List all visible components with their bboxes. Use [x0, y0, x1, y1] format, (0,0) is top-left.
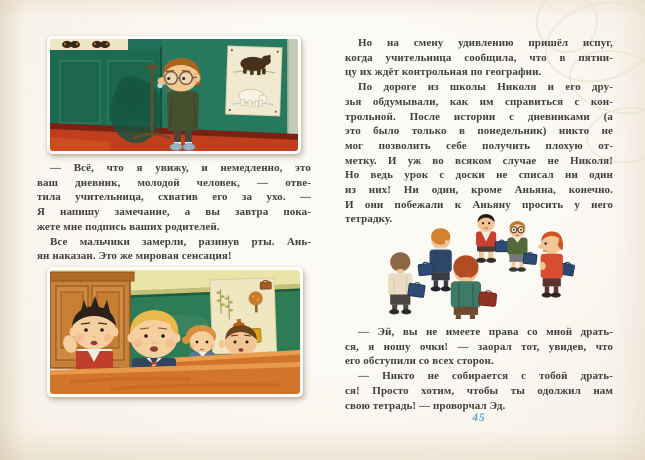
text-line: тетрадку.: [345, 213, 393, 226]
page-number: 45: [472, 412, 486, 424]
blond-boy-figure: [128, 310, 181, 374]
text-line: — Эй, вы не имеете права со мной драть-: [358, 326, 613, 338]
schoolbag-icon: [495, 240, 508, 252]
classroom-desks-scene: [50, 270, 300, 394]
text-line: — Никто не собирается с тобой драть-: [358, 370, 613, 383]
paragraph: [345, 36, 613, 80]
beige-shirt-kid-figure: [388, 252, 425, 314]
illustration-kids-circle: [374, 213, 576, 321]
text-line: ся, я ношу очки! — заорал тот, увидев, что: [345, 340, 613, 353]
kids-circle-scene: [374, 213, 576, 321]
text-line: Но на смену удивлению пришёл испуг,: [358, 37, 613, 49]
text-line: По дороге из школы Николя и его дру-: [358, 81, 613, 94]
text-line: И они побежали к Аньяну просить у него: [345, 198, 613, 211]
right-page-text-top: [345, 36, 613, 227]
text-line: Но ведь урок с доски не списал ни один: [345, 169, 613, 182]
schoolbag-icon: [408, 281, 426, 297]
text-line: тила учительница, схватив его за ухо. —: [37, 191, 311, 204]
schoolbag-icon: [478, 290, 497, 307]
paragraph: [37, 161, 311, 235]
text-line: ян наказан. Это же мировая сенсация!: [37, 250, 232, 263]
text-line: зья обдумывали, как им справиться с кон-: [345, 95, 613, 108]
butterfly-poster: [50, 39, 128, 50]
text-line: трольной. После истории с дневниками (а: [345, 110, 613, 123]
text-line: ваш дневник, молодой человек, — отве-: [37, 176, 311, 189]
bears-poster: [226, 46, 282, 116]
text-line: цу их ждёт контрольная по географии.: [345, 66, 542, 79]
text-line: Я напишу замечание, а вы завтра пока-: [37, 206, 311, 219]
right-page-text-bottom: [345, 325, 613, 413]
anyan-kid-figure: [507, 221, 537, 272]
text-line: из них! Ни один, кроме Аньяна, конечно.: [345, 184, 613, 197]
black-hair-kid-figure: [476, 214, 508, 263]
text-line: метку. И уж во всяком случае не Николя!: [345, 154, 613, 167]
paragraph: [345, 369, 613, 413]
illustration-anyan-corner: [47, 36, 301, 154]
illustration-classroom-desks: [47, 267, 303, 397]
navy-suit-kid-figure: [418, 228, 452, 291]
tear-drop: [157, 83, 162, 88]
text-line: когда учительница сообщила, что в пятни-: [345, 51, 613, 64]
red-sweater-kid-figure: [538, 231, 575, 297]
text-line: жете мне подпись ваших родителей.: [37, 220, 220, 233]
text-line: ся! Просто хотим, чтобы ты одолжил нам: [345, 384, 613, 397]
schoolbag-icon: [523, 252, 537, 264]
paragraph: [345, 325, 613, 369]
schoolbag-icon: [418, 261, 434, 275]
anyan-corner-scene: [50, 39, 298, 151]
text-line: Все мальчики замерли, разинув рты. Ань-: [50, 235, 311, 248]
paragraph: [345, 80, 613, 227]
left-page-text: [37, 161, 311, 264]
paragraph: [37, 235, 311, 264]
text-line: — Всё, что я увижу, и немедленно, это: [50, 162, 311, 174]
text-line: это было только в понедельник) никто не: [345, 125, 613, 138]
text-line: свою тетрадь! — проворчал Эд.: [345, 399, 506, 412]
text-line: его обступили со всех сторон.: [345, 355, 494, 368]
text-line: мог позволить себе получить плохую от-: [345, 139, 613, 152]
teal-shirt-kid-figure: [451, 255, 497, 319]
